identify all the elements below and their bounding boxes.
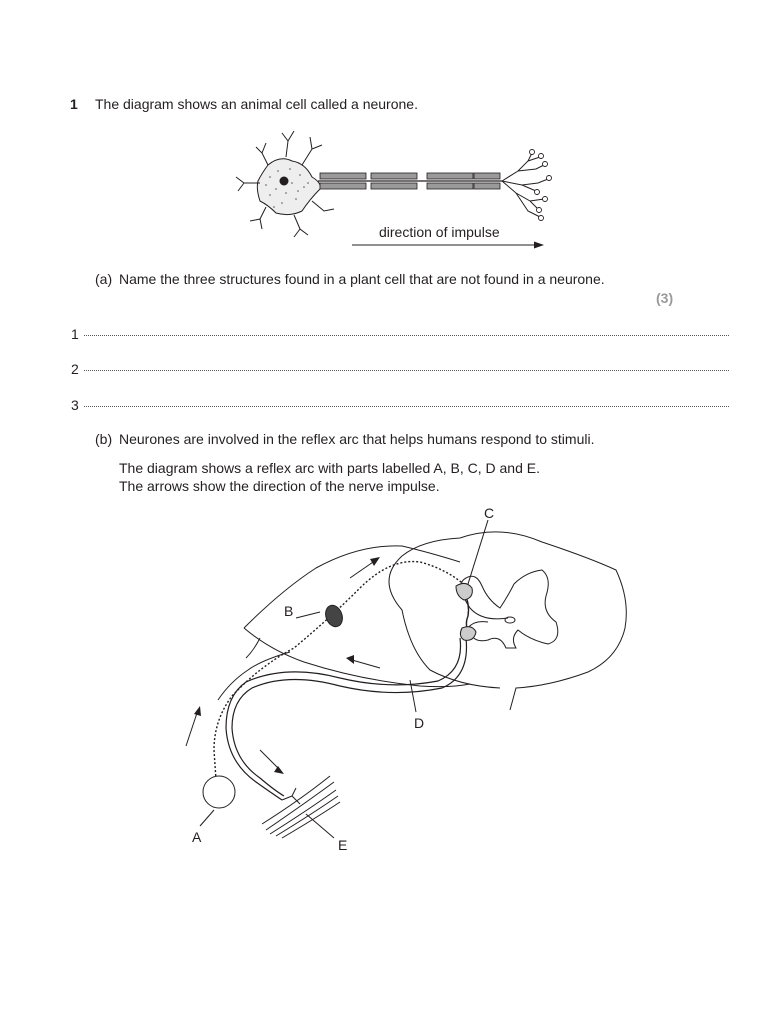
part-a-text: Name the three structures found in a plant cell that are not found in a neurone. — [119, 271, 605, 287]
part-a-label: (a) — [95, 271, 113, 287]
relay-cell-top — [456, 583, 472, 600]
central-canal — [505, 617, 515, 623]
grey-matter — [461, 570, 558, 648]
answer-line-3[interactable] — [84, 406, 729, 407]
nucleus — [280, 177, 289, 186]
terminal-knobs — [530, 150, 552, 221]
answer-line-1[interactable] — [84, 335, 729, 336]
nerve-trunk — [218, 652, 290, 700]
arrow-effector — [260, 750, 280, 770]
leader-a — [200, 810, 214, 826]
label-c: C — [484, 505, 495, 521]
answer-line-2[interactable] — [84, 370, 729, 371]
dorsal-root — [244, 546, 460, 628]
impulse-arrow-head — [534, 242, 544, 249]
arrow-motor — [352, 660, 380, 668]
part-a-marks: (3) — [656, 290, 674, 306]
cell-body — [257, 159, 320, 215]
effector-e — [262, 776, 340, 838]
answer-line-number: 2 — [71, 361, 79, 377]
question-number: 1 — [70, 96, 78, 112]
label-d: D — [414, 715, 425, 731]
label-b: B — [284, 603, 294, 619]
leader-c — [468, 520, 488, 584]
answer-line-number: 1 — [71, 326, 79, 342]
part-b-text: Neurones are involved in the reflex arc that helps humans respond to stimuli. — [119, 431, 595, 447]
arrow-sensory-bottom — [186, 710, 198, 746]
receptor-a — [203, 776, 235, 808]
reflex-arc-diagram — [170, 500, 650, 860]
part-b-line-1: The diagram shows a reflex arc with parts labelled A, B, C, D and E. — [119, 460, 540, 476]
ganglion-b — [323, 603, 346, 629]
impulse-label: direction of impulse — [379, 224, 500, 240]
question-stem: The diagram shows an animal cell called a neurone. — [95, 96, 418, 112]
axon-terminals — [502, 153, 548, 217]
leader-b — [296, 612, 320, 618]
leader-e — [306, 814, 334, 838]
motor-neurone-outer — [232, 638, 467, 796]
arrow-sensory-top — [350, 560, 376, 578]
label-a: A — [192, 829, 202, 845]
motor-end-plate — [282, 788, 300, 804]
nerve-branch — [246, 638, 260, 658]
answer-line-number: 3 — [71, 397, 79, 413]
label-e: E — [338, 837, 348, 853]
part-b-label: (b) — [95, 431, 113, 447]
part-b-line-2: The arrows show the direction of the nerve impulse. — [119, 478, 440, 494]
